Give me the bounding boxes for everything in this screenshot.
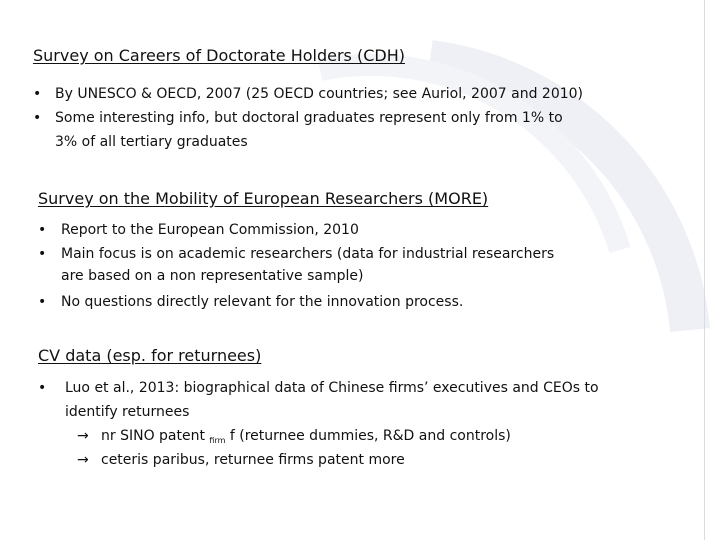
more-bullet-1: Report to the European Commission, 2010 — [61, 222, 359, 238]
bullet-icon: • — [38, 222, 47, 238]
cv-bullet-1-line-2: identify returnees — [65, 404, 190, 420]
cv-arrow-item-1-text: nr SINO patent — [101, 428, 210, 444]
section-title-cdh: Survey on Careers of Doctorate Holders (CDH) — [33, 46, 405, 65]
bullet-icon: • — [33, 110, 42, 126]
cv-arrow-item-2: ceteris paribus, returnee firms patent more — [101, 452, 405, 468]
cdh-bullet-2-line-1: Some interesting info, but doctoral graduates represent only from 1% to — [55, 110, 563, 126]
bullet-icon: • — [33, 86, 42, 102]
cdh-bullet-1: By UNESCO & OECD, 2007 (25 OECD countries; see Auriol, 2007 and 2010) — [55, 86, 584, 102]
cv-arrow-item-1-text-end: f (returnee dummies, R&D and controls) — [225, 428, 511, 444]
cdh-bullet-2-line-2: 3% of all tertiary graduates — [55, 134, 248, 150]
bullet-icon: • — [38, 294, 47, 310]
cv-arrow-item-1-subscript: firm — [209, 436, 226, 445]
more-bullet-2-line-2: are based on a non representative sample) — [61, 268, 364, 284]
arrow-right-icon: → — [77, 452, 89, 468]
slide-right-border — [704, 0, 705, 540]
more-bullet-2-line-1: Main focus is on academic researchers (data for industrial researchers — [61, 246, 555, 262]
bullet-icon: • — [38, 380, 47, 396]
cv-arrow-item-1 — [101, 426, 511, 446]
bullet-icon: • — [38, 246, 47, 262]
arrow-right-icon: → — [77, 428, 89, 444]
section-title-cv-data: CV data (esp. for returnees) — [38, 346, 262, 365]
section-title-more: Survey on the Mobility of European Researchers (MORE) — [38, 189, 489, 208]
more-bullet-3: No questions directly relevant for the innovation process. — [61, 294, 464, 310]
cv-bullet-1-line-1: Luo et al., 2013: biographical data of Chinese firms’ executives and CEOs to — [65, 380, 599, 396]
